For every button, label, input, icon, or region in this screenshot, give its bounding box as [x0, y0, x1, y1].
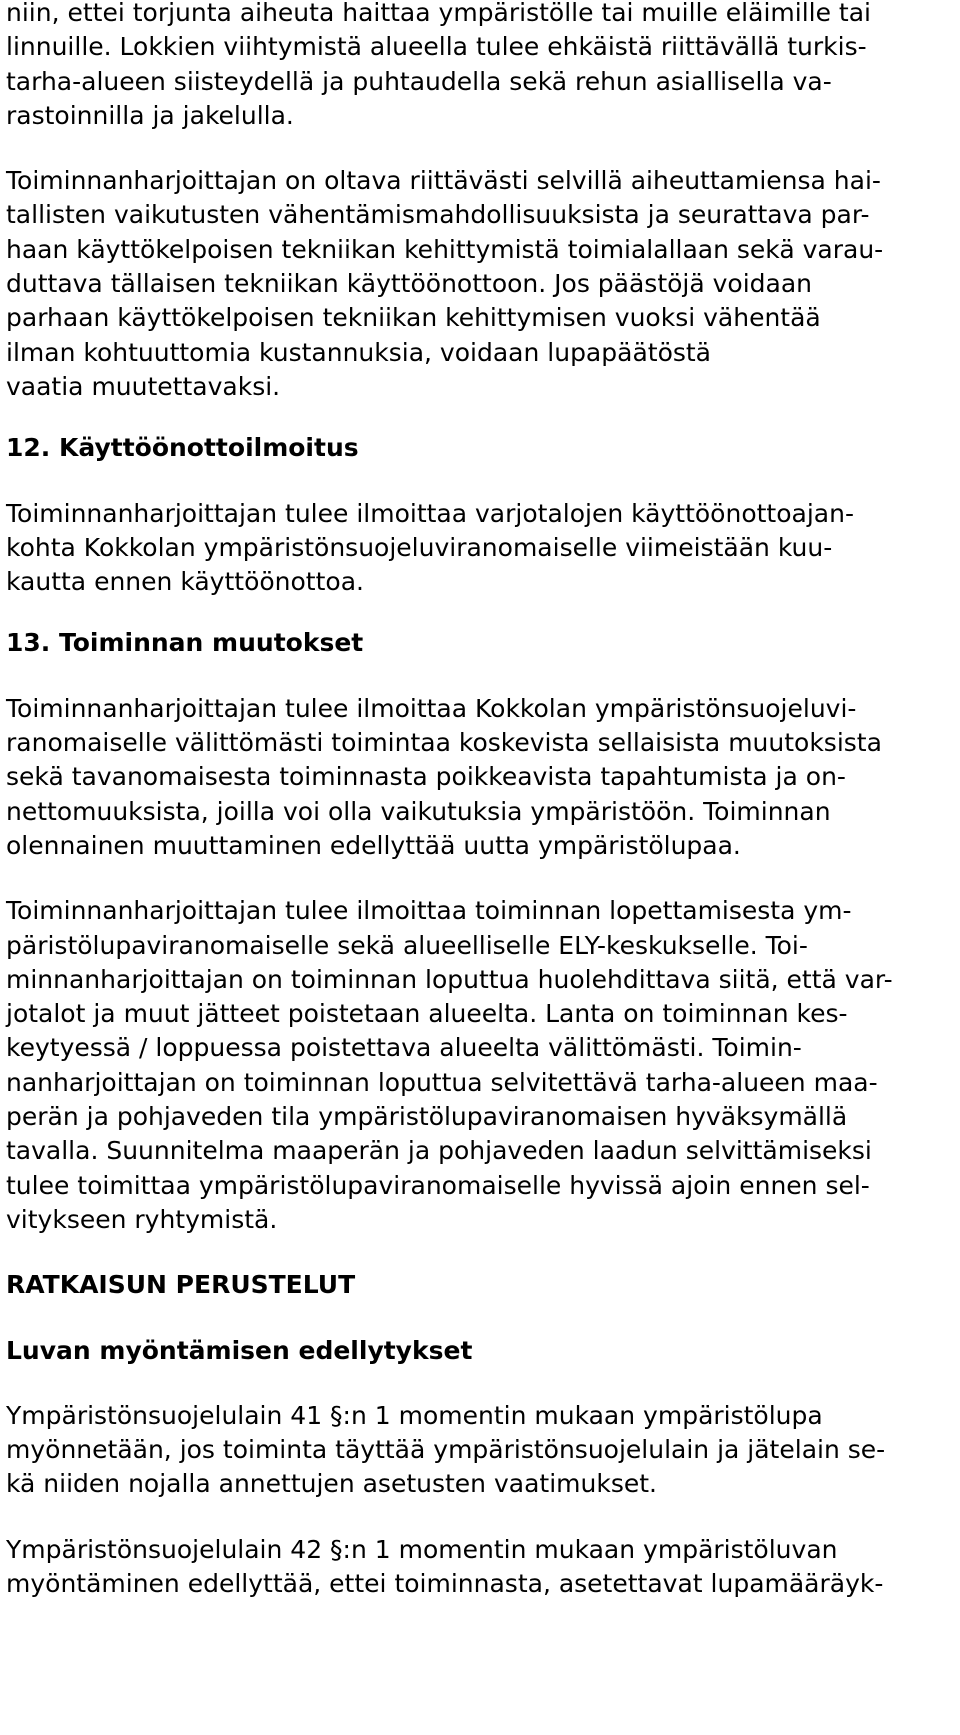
- subsection-heading-luvan-edellytykset: [6, 1334, 956, 1368]
- text-line: haan käyttökelpoisen tekniikan kehittymistä toimialallaan sekä varau-: [6, 234, 884, 264]
- paragraph-kayttoonottoilmoitus: [6, 497, 956, 600]
- text-line: parhaan käyttökelpoisen tekniikan kehittymisen vuoksi vähentää: [6, 303, 821, 333]
- text-line: minnanharjoittajan on toiminnan loputtua huolehdittava siitä, että var-: [6, 964, 893, 994]
- text-line: keytyessä / loppuessa poistettava alueelta välittömästi. Toimin-: [6, 1033, 802, 1063]
- text-line: sekä tavanomaisesta toiminnasta poikkeavista tapahtumista ja on-: [6, 762, 846, 792]
- text-line: Ympäristönsuojelulain 42 §:n 1 momentin mukaan ympäristöluvan: [6, 1534, 838, 1564]
- text-line: nanharjoittajan on toiminnan loputtua selvitettävä tarha-alueen maa-: [6, 1067, 878, 1097]
- heading-text: 12. Käyttöönottoilmoitus: [6, 433, 359, 463]
- paragraph-toiminnan-lopettaminen: [6, 894, 956, 1237]
- text-line: linnuille. Lokkien viihtymistä alueella tulee ehkäistä riittävällä turkis-: [6, 32, 867, 62]
- section-heading-13: [6, 626, 956, 660]
- text-line: Toiminnanharjoittajan tulee ilmoittaa varjotalojen käyttöönottoajan-: [6, 498, 854, 528]
- document-page: [6, 0, 956, 1601]
- text-line: tallisten vaikutusten vähentämismahdollisuuksista ja seurattava par-: [6, 200, 870, 230]
- text-line: olennainen muuttaminen edellyttää uutta ympäristölupaa.: [6, 830, 741, 860]
- text-line: kä niiden nojalla annettujen asetusten vaatimukset.: [6, 1469, 657, 1499]
- text-line: tavalla. Suunnitelma maaperän ja pohjaveden laadun selvittämiseksi: [6, 1136, 872, 1166]
- text-line: tulee toimittaa ympäristölupaviranomaiselle hyvissä ajoin ennen sel-: [6, 1170, 870, 1200]
- text-line: tarha-alueen siisteydellä ja puhtaudella sekä rehun asiallisella va-: [6, 66, 832, 96]
- text-line: Ympäristönsuojelulain 41 §:n 1 momentin mukaan ympäristölupa: [6, 1400, 823, 1430]
- text-line: niin, ettei torjunta aiheuta haittaa ympäristölle tai muille eläimille tai: [6, 0, 871, 27]
- text-line: vaatia muutettavaksi.: [6, 371, 281, 401]
- text-line: Toiminnanharjoittajan tulee ilmoittaa Kokkolan ympäristönsuojeluvi-: [6, 693, 857, 723]
- text-line: rastoinnilla ja jakelulla.: [6, 100, 294, 130]
- text-line: perän ja pohjaveden tila ympäristölupaviranomaisen hyväksymällä: [6, 1102, 848, 1132]
- text-line: ilman kohtuuttomia kustannuksia, voidaan lupapäätöstä: [6, 337, 712, 367]
- paragraph-paras-tekniikka: [6, 164, 956, 404]
- heading-text: RATKAISUN PERUSTELUT: [6, 1270, 356, 1300]
- heading-text: 13. Toiminnan muutokset: [6, 628, 364, 658]
- section-heading-ratkaisun-perustelut: [6, 1268, 956, 1302]
- text-line: nettomuuksista, joilla voi olla vaikutuksia ympäristöön. Toiminnan: [6, 796, 831, 826]
- text-line: duttava tällaisen tekniikan käyttöönottoon. Jos päästöjä voidaan: [6, 269, 813, 299]
- heading-text: Luvan myöntämisen edellytykset: [6, 1335, 473, 1365]
- text-line: Toiminnanharjoittajan on oltava riittävästi selvillä aiheuttamiensa hai-: [6, 166, 881, 196]
- paragraph-ysl-42: [6, 1533, 956, 1602]
- text-line: kautta ennen käyttöönottoa.: [6, 567, 364, 597]
- text-line: päristölupaviranomaiselle sekä alueelliselle ELY-keskukselle. Toi-: [6, 930, 808, 960]
- text-line: ranomaiselle välittömästi toimintaa koskevista sellaisista muutoksista: [6, 728, 882, 758]
- paragraph-lokkien-torjunta: [6, 0, 956, 133]
- section-heading-12: [6, 431, 956, 465]
- paragraph-ysl-41: [6, 1399, 956, 1502]
- text-line: vitykseen ryhtymistä.: [6, 1204, 278, 1234]
- paragraph-toiminnan-muutokset: [6, 692, 956, 863]
- text-line: Toiminnanharjoittajan tulee ilmoittaa toiminnan lopettamisesta ym-: [6, 896, 852, 926]
- text-line: kohta Kokkolan ympäristönsuojeluviranomaiselle viimeistään kuu-: [6, 532, 833, 562]
- text-line: jotalot ja muut jätteet poistetaan alueelta. Lanta on toiminnan kes-: [6, 999, 848, 1029]
- text-line: myöntäminen edellyttää, ettei toiminnasta, asetettavat lupamääräyk-: [6, 1568, 884, 1598]
- text-line: myönnetään, jos toiminta täyttää ympäristönsuojelulain ja jätelain se-: [6, 1435, 886, 1465]
